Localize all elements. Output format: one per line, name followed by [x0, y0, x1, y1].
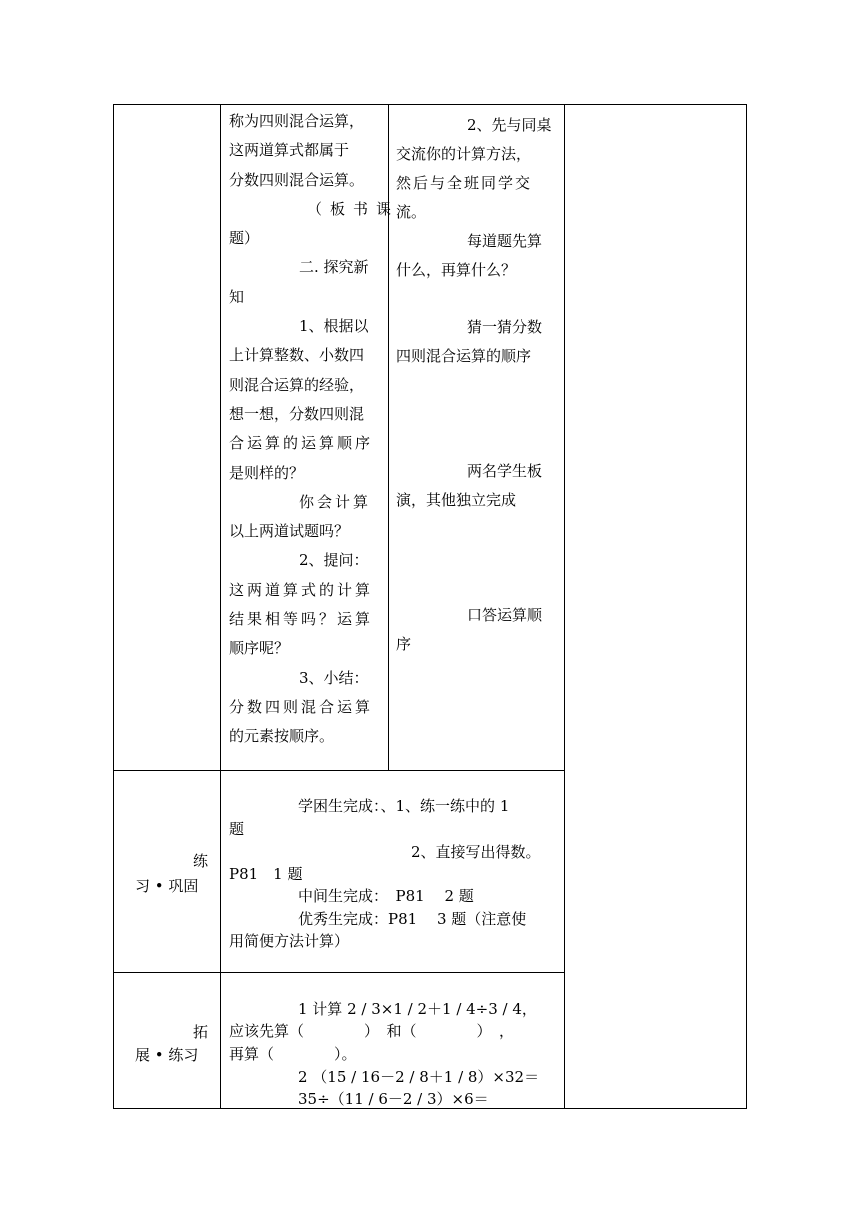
- teacher-line: 称为四则混合运算，: [229, 112, 365, 130]
- extension-label-part1: 拓: [193, 1023, 209, 1041]
- extension-line: 35÷（11 / 6－2 / 3）×6＝: [298, 1090, 489, 1108]
- practice-line: 2、直接写出得数。: [411, 843, 541, 861]
- student-line: 然后与全班同学交: [396, 174, 533, 192]
- teacher-line: 分数四则混合运算。: [229, 170, 365, 189]
- table-left-border: [113, 104, 114, 1109]
- extension-label-part2: 展 • 练习: [135, 1046, 199, 1064]
- student-line: 2、先与同桌: [467, 116, 552, 134]
- teacher-line: 合运算的运算顺序: [229, 434, 374, 453]
- table-top-border: [113, 104, 747, 105]
- teacher-line: 上计算整数、小数四: [229, 346, 365, 365]
- student-line: 序: [396, 635, 412, 653]
- row-divider-1: [113, 770, 565, 771]
- student-line: 口答运算顺: [467, 606, 543, 624]
- teacher-line: 3、小结：: [299, 668, 369, 687]
- student-line: 演，其他独立完成: [396, 491, 517, 509]
- teacher-line: 这两道算式的计算: [229, 580, 374, 599]
- teacher-line: （板书课: [307, 199, 400, 218]
- practice-line: 学困生完成：、1、练一练中的 1: [298, 797, 510, 815]
- practice-line: 题: [229, 820, 245, 838]
- label-column-divider: [220, 104, 221, 1109]
- teacher-line: 分数四则混合运算: [229, 697, 374, 716]
- teacher-line: 结果相等吗？运算: [229, 610, 374, 629]
- teacher-line: 2、提问：: [299, 551, 369, 570]
- teacher-line: 顺序呢？: [229, 639, 290, 658]
- notes-column-divider: [564, 104, 565, 1109]
- practice-line: 中间生完成： P81 2 题: [298, 887, 474, 905]
- student-line: 每道题先算: [467, 232, 543, 250]
- student-line: 猜一猜分数: [467, 318, 543, 336]
- practice-line: P81 1 题: [229, 865, 303, 883]
- teacher-line: 想一想，分数四则混: [229, 404, 365, 423]
- teacher-line: 题）: [229, 229, 260, 248]
- extension-line: 2 （15 / 16－2 / 8＋1 / 8）×32＝: [298, 1068, 540, 1086]
- row-divider-2: [113, 972, 565, 973]
- student-line: 四则混合运算的顺序: [396, 347, 532, 365]
- practice-line: 用简便方法计算）: [229, 932, 350, 950]
- teacher-activity-cell: [229, 107, 400, 752]
- student-line: 流。: [396, 203, 427, 221]
- student-line: 两名学生板: [467, 462, 543, 480]
- practice-label-part2: 习 • 巩固: [135, 877, 199, 895]
- extension-line: 1 计算 2 / 3×1 / 2＋1 / 4÷3 / 4，: [298, 1000, 537, 1018]
- table-right-border: [746, 104, 747, 1109]
- teacher-line: 是则样的？: [229, 463, 305, 482]
- teacher-line: 1、根据以: [299, 317, 369, 336]
- teacher-line: 知: [229, 287, 245, 306]
- practice-line: 优秀生完成：P81 3 题（注意使: [298, 910, 527, 928]
- student-line: 什么，再算什么？: [396, 261, 517, 279]
- teacher-line: 的元素按顺序。: [229, 727, 335, 746]
- teacher-line: 以上两道试题吗？: [229, 522, 350, 541]
- teacher-line: 二. 探究新: [299, 258, 369, 277]
- extension-line: 再算（ ）。: [229, 1045, 357, 1063]
- teacher-line: 则混合运算的经验，: [229, 375, 365, 394]
- extension-line: 应该先算（ ） 和（ ） ，: [229, 1022, 515, 1040]
- teacher-line: 这两道算式都属于: [229, 141, 350, 160]
- teacher-line: 你会计算: [299, 492, 372, 511]
- practice-label-part1: 练: [193, 852, 209, 870]
- student-line: 交流你的计算方法，: [396, 145, 532, 163]
